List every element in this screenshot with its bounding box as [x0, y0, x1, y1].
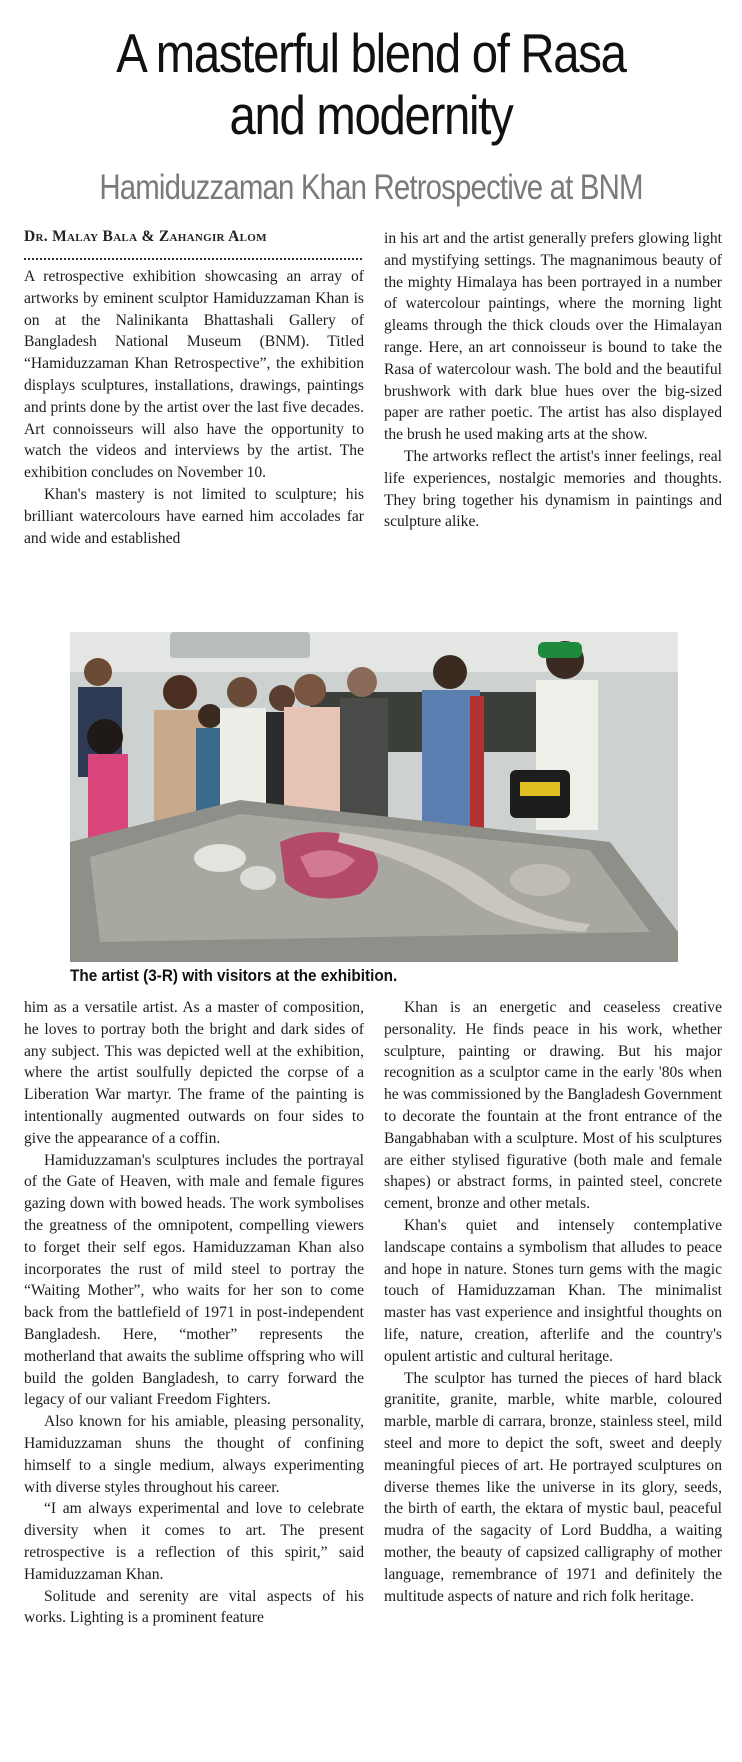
exhibition-photo — [70, 632, 678, 962]
paragraph: Khan is an energetic and ceaseless creative personality. He finds peace in his work, whether sculpture, painting or drawing. But his major recognition as a sculptor came in the early '80s when he was commissioned by the Bangladesh Government to decorate the fountain at the front entrance of the Bangabhaban with a sculpture. Most of his sculptures are either stylised figurative (both male and female shapes) or abstract forms, in painted steel, concrete cement, bronze and other metals. — [384, 999, 722, 1213]
article-column-4 — [384, 997, 722, 1607]
headline — [52, 22, 690, 146]
paragraph: The artworks reflect the artist's inner feelings, real life experiences, nostalgic memories and thoughts. They bring together his dynamism in paintings and sculpture alike. — [384, 447, 722, 531]
subheadline: Hamiduzzaman Khan Retrospective at BNM — [99, 168, 643, 207]
paragraph: The sculptor has turned the pieces of hard black granitite, granite, marble, white marble, coloured marble, marble di carrara, bronze, stainless steel, mild steel and more to depict the soft, sweet and deeply meaningful pieces of art. He portrayed sculptures on diverse themes like the universe in its glory, seeds, the birth of earth, the ektara of mystic baul, peaceful mudra of the sagacity of Lord Buddha, a waiting mother, the beauty of capsized calligraphy of mother language, remembrance of 1971 and definitely the multitude aspects of nature and rich folk heritage. — [384, 1369, 722, 1605]
headline-line-2: and modernity — [229, 84, 513, 146]
photo-illustration — [70, 632, 678, 962]
paragraph: him as a versatile artist. As a master of composition, he loves to portray both the bright and dark sides of any subject. This was depicted well at the exhibition, where the artist soulfully depicted the corpse of a Liberation War martyr. The frame of the painting is intentionally augmented outwards on four sides to give the appearance of a coffin. — [24, 999, 364, 1147]
headline-line-1: A masterful blend of Rasa — [116, 22, 626, 84]
paragraph: Solitude and serenity are vital aspects of his works. Lighting is a prominent feature — [24, 1587, 364, 1627]
article-column-3 — [24, 997, 364, 1629]
paragraph: Also known for his amiable, pleasing personality, Hamiduzzaman shuns the thought of confining himself to a single medium, always experimenting with diverse styles throughout his career. — [24, 1413, 364, 1496]
paragraph: “I am always experimental and love to celebrate diversity when it comes to art. The present retrospective is a reflection of this spirit,” said Hamiduzzaman Khan. — [24, 1500, 364, 1583]
byline-divider — [24, 258, 362, 260]
article-column-2 — [384, 228, 722, 533]
paragraph: Khan's quiet and intensely contemplative landscape contains a symbolism that alludes to peace and hope in nature. Stones turn gems with the magic touch of Hamiduzzaman Khan. The minimalist master has vast experience and insightful thoughts on life, nature, creation, afterlife and the country's opulent artistic and cultural heritage. — [384, 1216, 722, 1365]
photo-caption: The artist (3-R) with visitors at the exhibition. — [70, 966, 398, 985]
paragraph: in his art and the artist generally prefers glowing light and mystifying settings. The magnanimous beauty of the mighty Himalaya has been portrayed in a number of watercolour paintings, where the morning light gleams through the thick clouds over the Himalayan range. Here, an art connoisseur is bound to take the Rasa of watercolour wash. The bold and the beautiful brushwork with dark blue hues over the big-sized paper are rather poetic. The artist has also displayed the brush he used making arts at the show. — [384, 230, 722, 444]
paragraph: A retrospective exhibition showcasing an array of artworks by eminent sculptor Hamiduzzaman Khan is on at the Nalinikanta Bhattashali Gallery of Bangladesh National Museum (BNM). Titled “Hamiduzzaman Khan Retrospective”, the exhibition displays sculptures, installations, drawings, paintings and prints done by the artist over the last five decades. Art connoisseurs will also have the opportunity to watch the videos and interviews by the artist. The exhibition concludes on November 10. — [24, 268, 364, 482]
byline: Dr. Malay Bala & Zahangir Alom — [24, 228, 267, 245]
paragraph: Khan's mastery is not limited to sculpture; his brilliant watercolours have earned him accolades far and wide and established — [24, 485, 364, 547]
article-column-1 — [24, 266, 364, 549]
paragraph: Hamiduzzaman's sculptures includes the portrayal of the Gate of Heaven, with male and female figures gazing down with bowed heads. The work symbolises the greatness of the omnipotent, compelling viewers to forget their self egos. Hamiduzzaman Khan also incorporates the rust of mild steel to portray the “Waiting Mother”, who waits for her son to come back from the battlefield of 1971 in post-independent Bangladesh. Here, “mother” represents the motherland that awaits the sublime offspring who will build the golden Bangladesh, to carry forward the legacy of our valiant Freedom Fighters. — [24, 1151, 364, 1409]
